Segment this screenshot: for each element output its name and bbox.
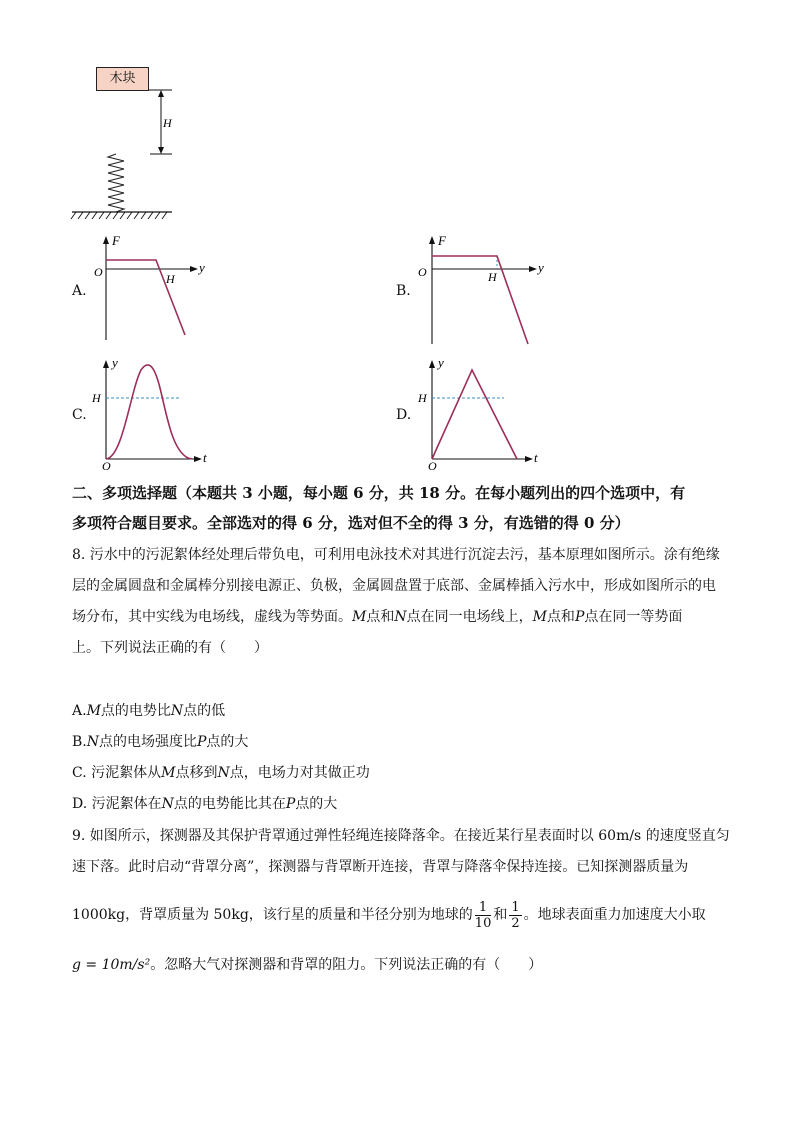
fraction-one-half [509,900,521,931]
frac2-den: 2 [511,915,520,931]
spring-drawing [66,62,186,227]
q8-line3 [72,607,682,627]
q8-opt-d-N: N [161,796,174,812]
graph-c-y-axis: y [112,355,118,370]
graph-b-y-axis: F [438,233,446,248]
q9-g-expr: g = 10m/s² [72,957,151,973]
option-d-letter: D. [396,407,412,423]
q9-line2: 速下落。此时启动“背罩分离”，探测器与背罩断开连接，背罩与降落伞保持连接。已知探测器质量为 [72,859,689,875]
q8-line3e: 点在同一等势面 [584,609,683,625]
q8-line2: 层的金属圆盘和金属棒分别接电源正、负极，金属圆盘置于底部、金属棒插入污水中，形成如图所示的电 [72,578,716,594]
graph-a-x-axis: y [199,260,205,275]
frac2-num: 1 [511,899,520,915]
graph-c-x-axis: t [203,450,207,465]
q9-line4-text: 。忽略大气对探测器和背罩的阻力。下列说法正确的有（ ） [150,957,543,973]
q8-opt-d-end: 点的大 [295,796,338,812]
q8-opt-b-letter: B. [72,734,87,750]
q9-line4 [72,955,542,975]
option-a-letter: A. [72,283,87,299]
graph-d-origin: O [428,459,437,470]
q8-option-a[interactable] [72,701,225,721]
block-spring-figure [66,62,186,227]
q8-opt-c-pre: C. 污泥絮体从 [72,765,162,781]
graph-a-y-axis: F [112,233,120,248]
q8-opt-a-M: M [86,703,101,719]
q8-opt-b-P: P [197,734,207,750]
q8-N: N [394,609,407,625]
q8-opt-c-mid: 点移到 [175,765,218,781]
graph-a-mark: H [166,272,175,286]
q8-opt-d-pre: D. 污泥絮体在 [72,796,162,812]
graph-d-x-axis: t [534,450,538,465]
graph-c-origin: O [102,459,111,470]
block-label: 木块 [109,71,136,86]
option-c-letter: C. [72,407,87,423]
q8-opt-c-end: 点，电场力对其做正功 [229,765,370,781]
q8-opt-d-mid: 点的电势能比其在 [173,796,286,812]
graph-b [412,228,552,346]
q8-opt-a-letter: A. [72,703,87,719]
q8-opt-c-M: M [161,765,176,781]
graph-b-mark: H [488,270,497,284]
graph-b-origin: O [418,265,427,279]
q8-P: P [574,609,585,625]
option-b-letter: B. [396,283,411,299]
q8-opt-b-end: 点的大 [206,734,249,750]
frac1-den: 10 [474,915,492,931]
graph-b-x-axis: y [538,260,544,275]
height-label: H [163,116,172,130]
q8-M2: M [532,609,547,625]
q8-M: M [352,609,367,625]
q9-line3a: 1000kg，背罩质量为 50kg，该行星的质量和半径分别为地球的 [72,907,473,923]
q8-opt-d-P: P [285,796,296,812]
q8-line1: 8. 污水中的污泥絮体经处理后带负电，可利用电泳技术对其进行沉淀去污，基本原理如图所示。涂有绝缘 [72,547,720,563]
q9-line3b: 。地球表面重力加速度大小取 [523,907,706,923]
q8-line3a: 场分布，其中实线为电场线，虚线为等势面。 [72,609,352,625]
q8-option-d[interactable] [72,794,337,814]
graph-a [88,228,218,346]
q8-opt-b-N: N [86,734,99,750]
q9-and: 和 [493,907,508,923]
section-heading-line1: 二、多项选择题（本题共 3 小题，每小题 6 分，共 18 分。在每小题列出的四个选项中，有 [72,484,686,502]
q8-line3d: 点和 [546,609,575,625]
q8-line4: 上。下列说法正确的有（ ） [72,640,268,656]
q8-line3b: 点和 [366,609,395,625]
q8-opt-b-mid: 点的电场强度比 [99,734,197,750]
graph-d-mark: H [418,391,427,405]
q8-option-b[interactable] [72,732,248,752]
graph-a-origin: O [94,265,103,279]
q8-line3c: 点在同一电场线上， [406,609,533,625]
q9-line1: 9. 如图所示，探测器及其保护背罩通过弹性轻绳连接降落伞。在接近某行星表面时以 60m/s 的速度竖直匀 [72,828,730,844]
graph-c-mark: H [92,391,101,405]
q8-opt-c-N: N [217,765,230,781]
frac1-num: 1 [475,900,492,916]
q8-opt-a-mid: 点的电势比 [100,703,171,719]
section-heading-line2: 多项符合题目要求。全部选对的得 6 分，选对但不全的得 3 分，有选错的得 0 分） [72,514,630,532]
q8-opt-a-end: 点的低 [183,703,226,719]
fraction-one-tenth [475,900,492,931]
graph-d-y-axis: y [438,355,444,370]
q9-line3 [72,898,706,932]
graph-c [88,352,218,470]
q8-opt-a-N: N [170,703,184,719]
q8-option-c[interactable] [72,763,370,783]
graph-d [412,352,552,470]
